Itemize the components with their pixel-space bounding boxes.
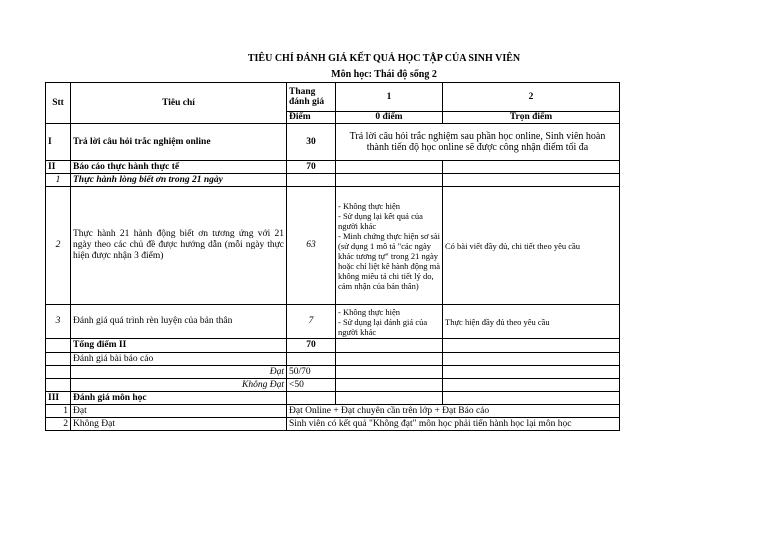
row-stt: 1 [46,174,71,187]
row-points: <50 [287,379,336,392]
row-criteria: Trả lời câu hỏi trắc nghiệm online [71,124,287,161]
row-points: 30 [287,124,336,161]
row-stt: 3 [46,305,71,339]
table-row [46,392,620,405]
page-title: TIÊU CHÍ ĐÁNH GIÁ KẾT QUẢ HỌC TẬP CỦA SINH VIÊN [247,53,521,64]
header-scale: Thang đánh giá [287,83,336,112]
row-stt: 1 [46,405,71,418]
row-points: 70 [287,339,336,353]
table-row [46,305,620,339]
criteria-table [45,82,620,431]
row-criteria: Không Đạt [71,379,287,392]
row-criteria: Đánh giá môn học [71,392,287,405]
row-criteria: Thực hành 21 hành động biết ơn tương ứng với 21 ngày theo các chủ đề được hướng dẫn (mỗi ngày thực hiện được nhận 3 điểm) [71,187,287,305]
page-subtitle: Môn học: Thái độ sống 2 [331,69,437,80]
table-row [46,124,620,161]
row-points: 63 [287,187,336,305]
table-row [46,174,620,187]
table-row [46,418,620,431]
row-stt: 2 [46,418,71,431]
row-criteria: Đạt [71,366,287,379]
row-criteria: Đánh giá bài báo cáo [71,353,287,366]
table-row [46,366,620,379]
row-criteria: Đạt [71,405,287,418]
table-row [46,339,620,353]
header-points: Điểm [287,112,336,124]
header-col1: 1 [336,83,443,112]
table-row [46,161,620,174]
row-stt: 2 [46,187,71,305]
table-row [46,353,620,366]
row-description: Đạt Online + Đạt chuyên cần trên lớp + Đạt Báo cáo [287,405,620,418]
table-row [46,379,620,392]
row-criteria: Đánh giá quá trình rèn luyện của bản thân [71,305,287,339]
row-points: 70 [287,161,336,174]
row-description: Trả lời câu hỏi trắc nghiệm sau phần học online, Sinh viên hoàn thành tiến độ học online sẽ được công nhận điểm tối đa [336,124,620,161]
row-points: 50/70 [287,366,336,379]
row-stt: II [46,161,71,174]
row-full-criteria: Có bài viết đầy đủ, chi tiết theo yêu cầu [443,187,620,305]
row-stt: III [46,392,71,405]
row-criteria: Tổng điểm II [71,339,287,353]
row-zero-criteria: - Không thực hiện - Sử dụng lại kết quả của người khác - Minh chứng thực hiện sơ sài (sử dụng 1 mô tả "các ngày khác tương tự" trong 21 ngày hoặc chỉ liệt kê hành động mà không miêu tả chi tiết lý do, cảm nhận của bản thân) [336,187,443,305]
row-criteria: Không Đạt [71,418,287,431]
header-col2: 2 [443,83,620,112]
header-stt: Stt [46,83,71,124]
row-full-criteria: Thực hiện đầy đủ theo yêu cầu [443,305,620,339]
row-criteria: Báo cáo thực hành thực tế [71,161,287,174]
row-points: 7 [287,305,336,339]
table-row [46,187,620,305]
row-zero-criteria: - Không thực hiện - Sử dụng lại đánh giá của người khác [336,305,443,339]
row-criteria: Thực hành lòng biết ơn trong 21 ngày [71,174,287,187]
table-row [46,405,620,418]
header-criteria: Tiêu chí [71,83,287,124]
row-stt: I [46,124,71,161]
row-description: Sinh viên có kết quả "Không đạt" môn học phải tiến hành học lại môn học [287,418,620,431]
header-full-points: Trọn điểm [443,112,620,124]
header-zero-points: 0 điểm [336,112,443,124]
